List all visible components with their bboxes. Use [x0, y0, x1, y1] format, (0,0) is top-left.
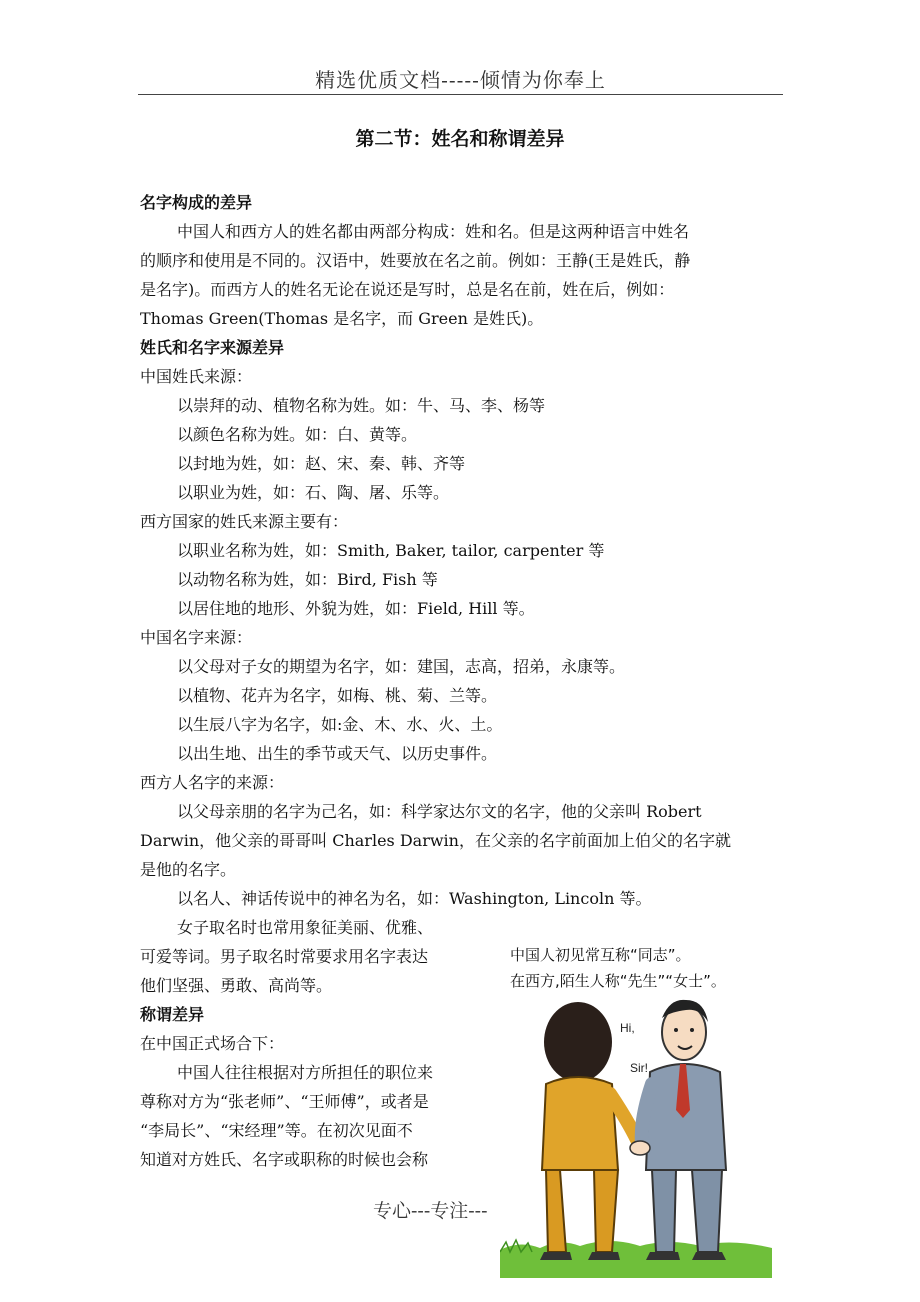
- list-item: 以出生地、出生的季节或天气、以历史事件。: [177, 744, 498, 763]
- paragraph-line: Darwin，他父亲的哥哥叫 Charles Darwin，在父亲的名字前面加上伯父的名字就: [140, 831, 731, 850]
- heading-origins: 姓氏和名字来源差异: [140, 338, 285, 357]
- paragraph-line: 以父母亲朋的名字为己名，如：科学家达尔文的名字，他的父亲叫 Robert: [177, 802, 702, 821]
- paragraph-line: 以名人、神话传说中的神名为名，如：Washington, Lincoln 等。: [177, 889, 652, 908]
- paragraph-line: 他们坚强、勇敢、高尚等。: [140, 976, 333, 995]
- paragraph-line: 是他的名字。: [140, 860, 237, 879]
- page-header: 精选优质文档-----倾情为你奉上: [315, 68, 606, 92]
- paragraph-line: Thomas Green(Thomas 是名字，而 Green 是姓氏)。: [140, 309, 544, 328]
- paragraph-line: “李局长”、“宋经理”等。在初次见面不: [140, 1121, 413, 1140]
- list-item: 以崇拜的动、植物名称为姓。如：牛、马、李、杨等: [177, 396, 546, 415]
- list-item: 以植物、花卉为名字，如梅、桃、菊、兰等。: [177, 686, 498, 705]
- speech-hi: Hi,: [620, 1021, 635, 1035]
- list-item: 以颜色名称为姓。如：白、黄等。: [177, 425, 418, 444]
- list-item: 以父母对子女的期望为名字，如：建国，志高，招弟，永康等。: [177, 657, 626, 676]
- heading-name-structure: 名字构成的差异: [140, 193, 253, 212]
- paragraph-line: 可爱等词。男子取名时常要求用名字表达: [140, 947, 429, 966]
- page-footer: 专心---专注---: [373, 1200, 488, 1222]
- paragraph-line: 女子取名时也常用象征美丽、优雅、: [177, 918, 434, 937]
- illustration-caption-1: 中国人初见常互称“同志”。: [510, 946, 691, 964]
- speech-sir: Sir!: [630, 1061, 648, 1075]
- list-item: 以居住地的地形、外貌为姓，如：Field, Hill 等。: [177, 599, 535, 618]
- list-item: 以动物名称为姓，如：Bird, Fish 等: [177, 570, 438, 589]
- list-item: 以职业名称为姓，如：Smith, Baker, tailor, carpenter 等: [177, 541, 605, 560]
- paragraph-line: 中国人和西方人的姓名都由两部分构成：姓和名。但是这两种语言中姓名: [177, 222, 690, 241]
- west-surname-label: 西方国家的姓氏来源主要有：: [140, 512, 349, 531]
- cn-surname-label: 中国姓氏来源：: [140, 367, 253, 386]
- paragraph-line: 是名字)。而西方人的姓名无论在说还是写时，总是名在前，姓在后，例如：: [140, 280, 675, 299]
- heading-address-terms: 称谓差异: [140, 1005, 205, 1024]
- paragraph-line: 中国人往往根据对方所担任的职位来: [177, 1063, 434, 1082]
- paragraph-line: 尊称对方为“张老师”、“王师傅”，或者是: [140, 1092, 429, 1111]
- header-rule: [138, 94, 783, 95]
- list-item: 以封地为姓，如：赵、宋、秦、韩、齐等: [177, 454, 466, 473]
- paragraph-line: 的顺序和使用是不同的。汉语中，姓要放在名之前。例如：王静(王是姓氏，静: [140, 251, 691, 270]
- cn-name-label: 中国名字来源：: [140, 628, 253, 647]
- handshake-illustration: [500, 934, 772, 1278]
- illustration-caption-2: 在西方,陌生人称“先生”“女士”。: [510, 972, 726, 990]
- formal-occasion-label: 在中国正式场合下：: [140, 1034, 285, 1053]
- west-name-label: 西方人名字的来源：: [140, 773, 285, 792]
- list-item: 以职业为姓，如：石、陶、屠、乐等。: [177, 483, 450, 502]
- paragraph-line: 知道对方姓氏、名字或职称的时候也会称: [140, 1150, 429, 1169]
- list-item: 以生辰八字为名字，如:金、木、水、火、土。: [177, 715, 503, 734]
- section-title: 第二节：姓名和称谓差异: [355, 128, 565, 150]
